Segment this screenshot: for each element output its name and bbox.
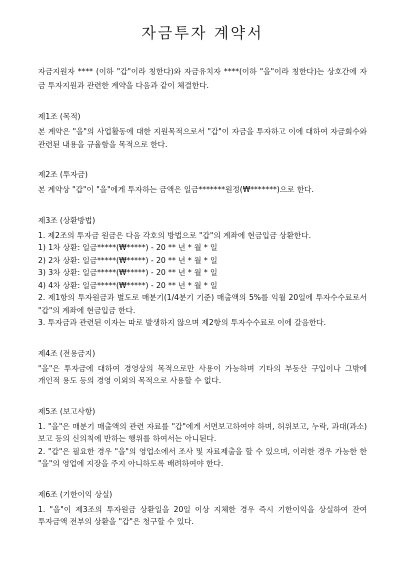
- article-4: [38, 348, 367, 388]
- article-5: [38, 406, 367, 471]
- article-1: [38, 111, 367, 151]
- article-text: "을"은 투자금에 대하여 경영상의 목적으로만 사용이 가능하며 기타의 부동산 구입이나 그밖에 개인적 용도 등의 경영 이외의 목적으로 사용할 수 없다.: [38, 363, 367, 385]
- article-text: 3. 투자금과 관련된 이자는 따로 발생하지 않으며 제2항의 투자수수료로 이에 갈음한다.: [38, 318, 327, 327]
- article-text: 1. "을"이 제3조의 투자원금 상환일을 20일 이상 지체한 경우 즉시 기한이익을 상실하여 잔여 투자금액 전부의 상환을 "갑"은 청구할 수 있다.: [38, 504, 367, 526]
- repayment-item: 2) 2차 상환: 일금*****(₩*****) - 20 ** 년 * 월 * 일: [38, 255, 218, 265]
- repayment-item: 1) 1차 상환: 일금*****(₩*****) - 20 ** 년 * 월 * 일: [38, 243, 218, 252]
- article-text: 1. 제2조의 투자금 원금은 다음 각호의 방법으로 "갑"의 계좌에 현금입금 상환한다.: [38, 230, 312, 240]
- article-text: 본 계약상 "갑"이 "을"에게 투자하는 금액은 일금*******원정(₩*******)으로 한다.: [38, 185, 314, 194]
- article-heading: 제3조 (상환방법): [38, 215, 96, 225]
- article-text: 2. 제1항의 투자원금과 별도로 매분기(1/4분기 기준) 매출액의 5%를 익월 20일에 투자수수료로서 "갑"의 계좌에 현금입금 한다.: [38, 293, 367, 315]
- article-heading: 제1조 (목적): [38, 112, 81, 121]
- article-6: [38, 489, 367, 529]
- article-text: 2. "갑"은 필요한 경우 "을"의 영업소에서 조사 및 자료제출을 할 수 있으며, 이러한 경우 가능한 한 "을"의 영업에 지장을 주지 아니하도록 배려하여야 한다.: [38, 446, 367, 468]
- article-3: [38, 215, 367, 330]
- repayment-item: 4) 4차 상환: 일금*****(₩*****) - 20 ** 년 * 월 * 일: [38, 280, 218, 290]
- article-heading: 제2조 (투자금): [38, 170, 88, 179]
- article-heading: 제6조 (기한이익 상실): [38, 489, 113, 499]
- document-title: 자금투자 계약서: [141, 24, 264, 42]
- article-text: 본 계약은 "을"의 사업활동에 대한 지원목적으로서 "갑"이 자금을 투자하고 이에 대하여 자금회수와 관련된 내용을 규율함을 목적으로 한다.: [38, 127, 367, 149]
- article-2: [38, 169, 367, 197]
- article-heading: 제4조 (전용금지): [38, 348, 96, 358]
- intro-paragraph: 자금지원자 **** (이하 "갑"이라 칭한다)와 자금유치자 ****(이하 "을"이라 칭한다)는 상호간에 자금 투자지원과 관련한 계약을 다음과 같이 체결한다.: [38, 67, 367, 90]
- repayment-item: 3) 3차 상환: 일금*****(₩*****) - 20 ** 년 * 월 * 일: [38, 268, 218, 277]
- article-heading: 제5조 (보고사항): [38, 406, 96, 416]
- article-text: 1. "을"은 매분기 매출액의 관련 자료를 "갑"에게 서면보고하여야 하며, 허위보고, 누락, 과대(과소)보고 등의 신의칙에 반하는 행위를 하여서는 아니된다.: [38, 421, 367, 443]
